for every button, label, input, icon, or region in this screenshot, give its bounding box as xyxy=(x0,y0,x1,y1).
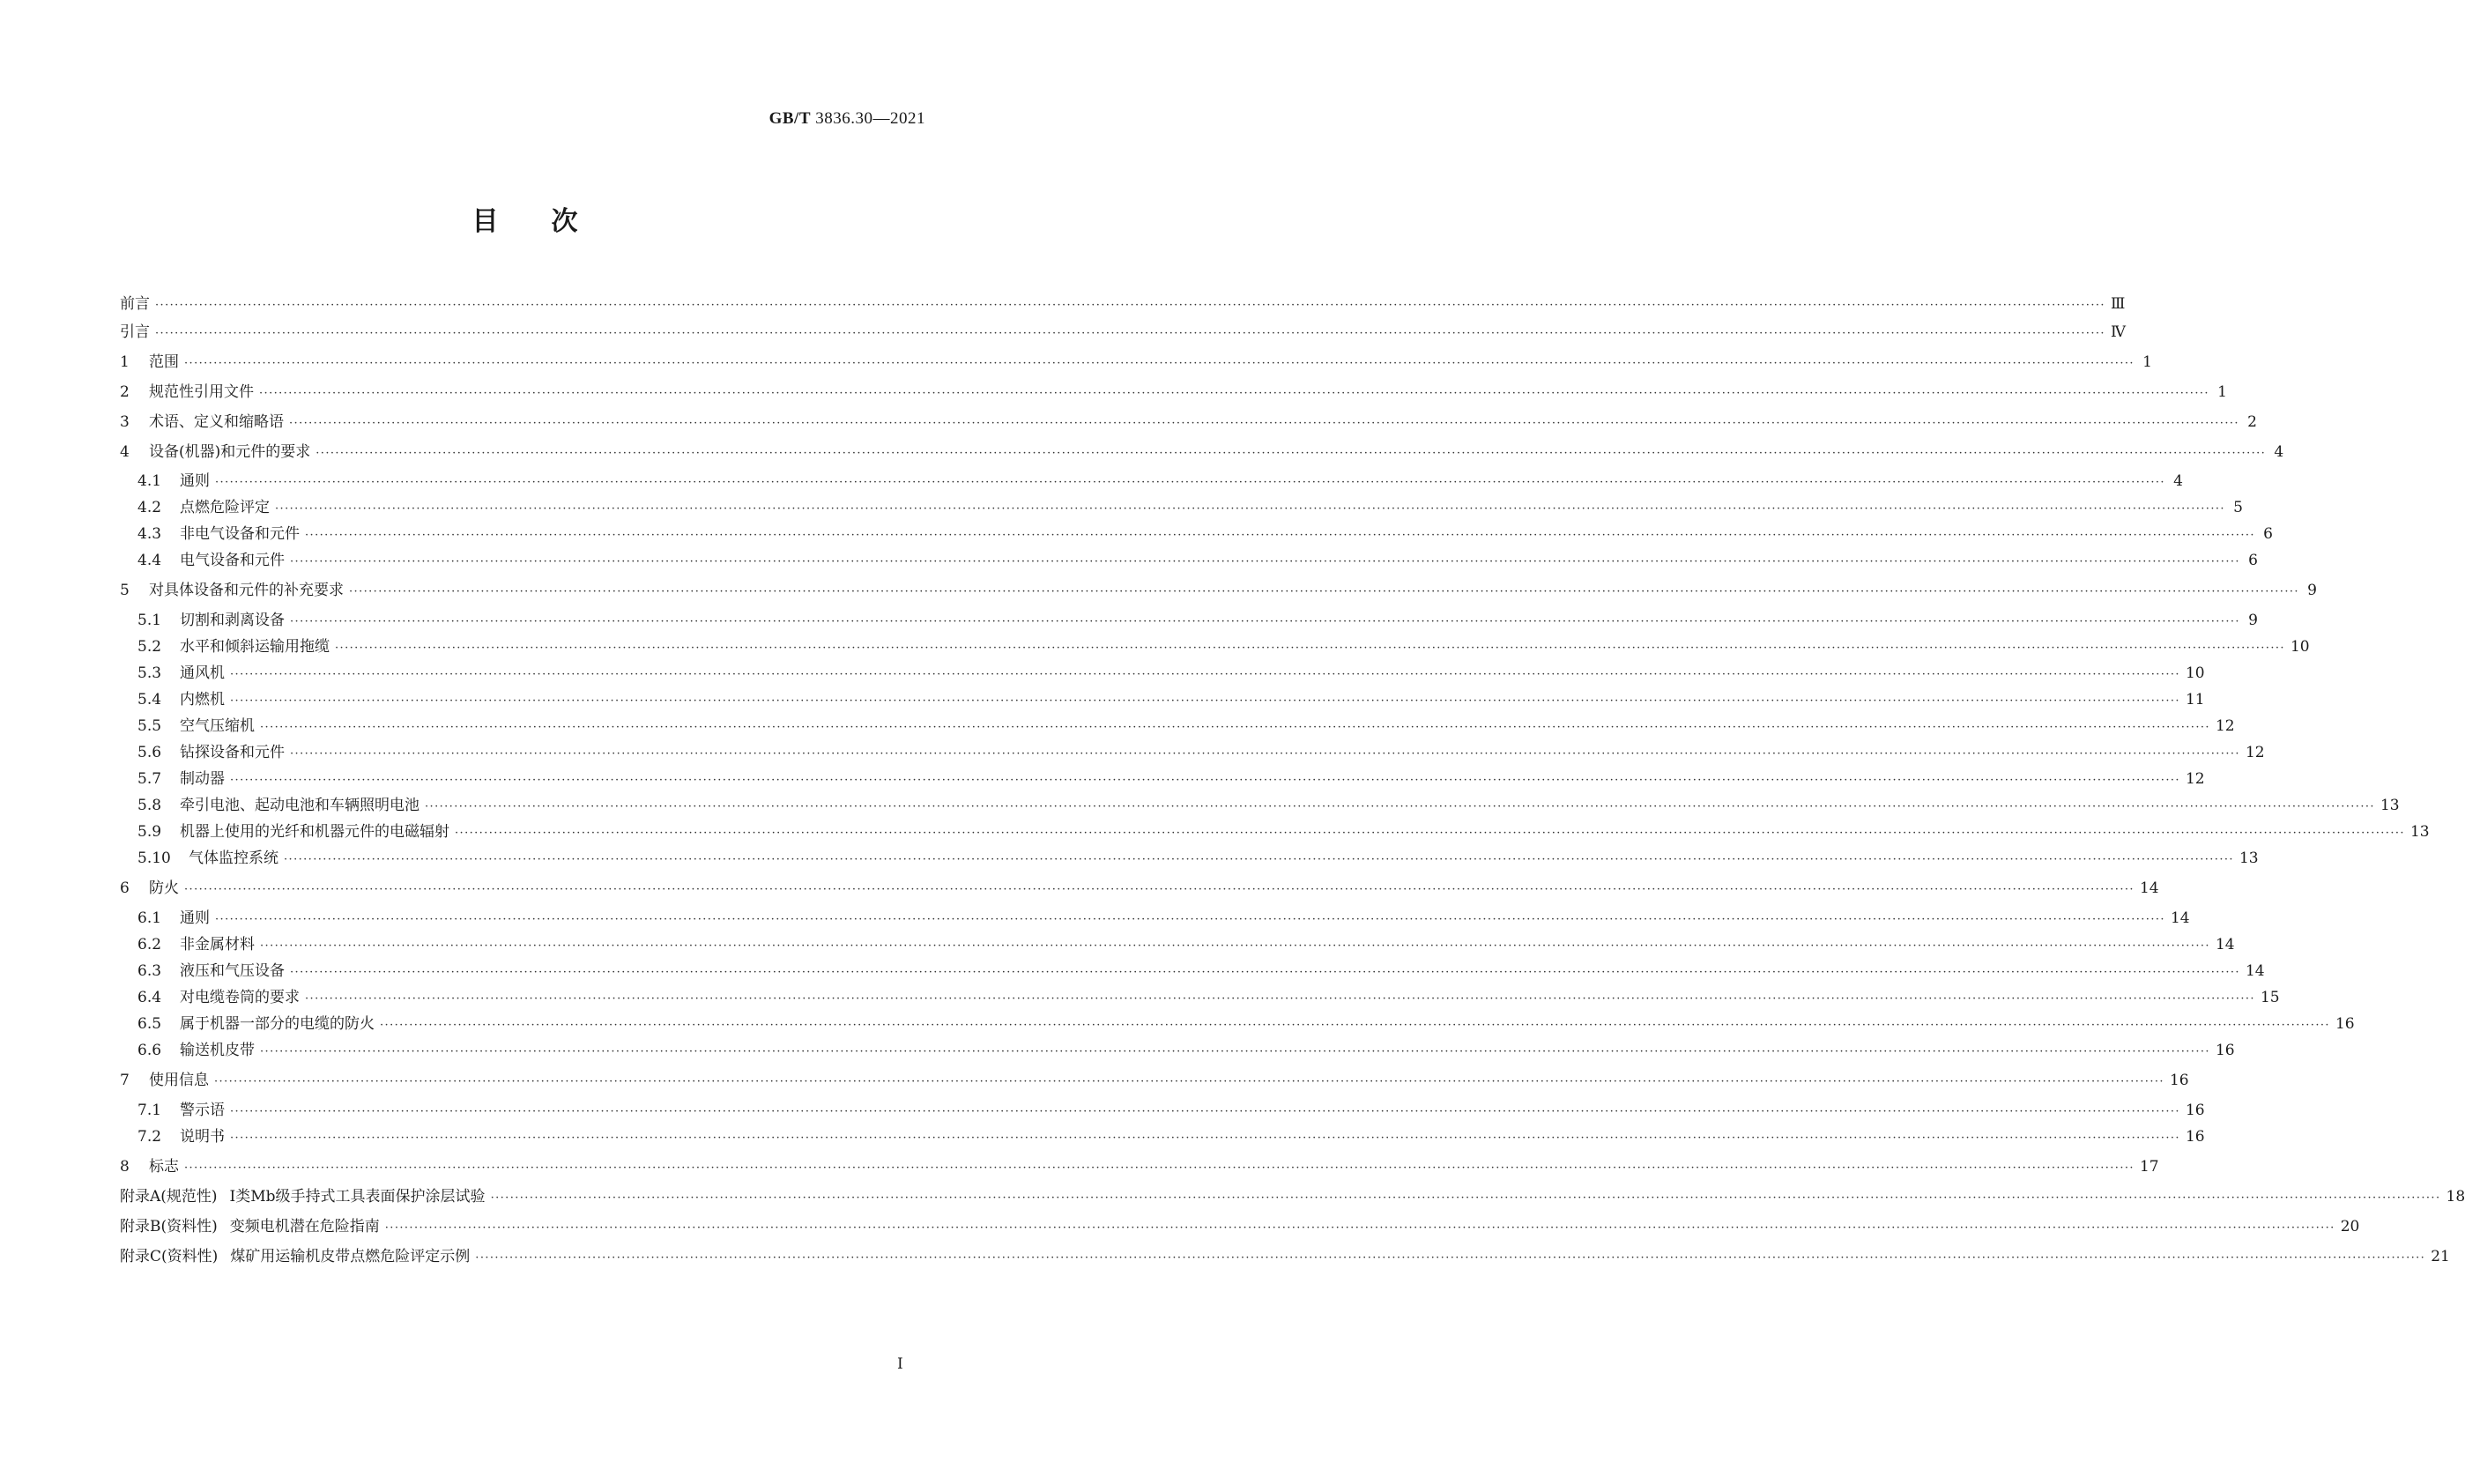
toc-entry-page: 9 xyxy=(2248,612,2258,629)
toc-entry-label: 点燃危险评定 xyxy=(180,499,270,516)
toc-entry[interactable] xyxy=(120,878,2159,899)
toc-leader-dots: ················································································································································································································································································································································································································ xyxy=(305,529,2255,542)
toc-entry-text xyxy=(120,663,225,684)
toc-entry-number: 4.3 xyxy=(137,525,162,543)
toc-entry-page: 12 xyxy=(2245,744,2265,761)
toc-entry-text xyxy=(120,795,419,816)
toc-leader-dots: ················································································································································································································································································································································································································ xyxy=(215,913,2165,926)
toc-entry-number: 5.4 xyxy=(137,691,162,709)
toc-entry-page: 13 xyxy=(2239,850,2259,867)
toc-entry-label: 引言 xyxy=(120,323,150,341)
toc-entry-number: 7 xyxy=(120,1072,130,1089)
toc-leader-dots: ················································································································································································································································································································································································································ xyxy=(335,642,2285,655)
toc-leader-dots: ················································································································································································································································································································································································································ xyxy=(230,1132,2180,1145)
toc-leader-dots: ················································································································································································································································································································································································································ xyxy=(230,694,2180,708)
toc-entry-text xyxy=(120,322,150,343)
toc-entry-page: 16 xyxy=(2335,1015,2355,1033)
toc-entry-number: 5.10 xyxy=(137,850,171,867)
toc-entry-number: 6.5 xyxy=(137,1015,162,1033)
toc-entry-label: 非金属材料 xyxy=(180,936,255,953)
toc-entry-page: 14 xyxy=(2170,909,2190,927)
toc-entry[interactable] xyxy=(120,523,2273,545)
toc-entry-label: 非电气设备和元件 xyxy=(180,525,300,543)
toc-entry-page: 18 xyxy=(2446,1188,2465,1206)
toc-entry[interactable] xyxy=(120,497,2243,518)
toc-entry[interactable] xyxy=(120,908,2190,929)
toc-entry-page: 1 xyxy=(2217,383,2227,401)
toc-entry-number: 6 xyxy=(120,879,130,897)
toc-entry-number: 附录B(资料性) xyxy=(120,1218,218,1235)
toc-entry-page: 6 xyxy=(2263,525,2273,543)
toc-entry-label: 通则 xyxy=(180,472,210,490)
toc-entry-text xyxy=(120,550,285,571)
toc-entry[interactable] xyxy=(120,580,2317,601)
toc-entry-number: 4.4 xyxy=(137,552,162,569)
toc-entry-page: 15 xyxy=(2260,989,2280,1006)
toc-entry-text xyxy=(120,821,449,842)
toc-entry-number: 6.3 xyxy=(137,962,162,980)
toc-leader-dots: ················································································································································································································································································································································································································ xyxy=(475,1251,2426,1265)
toc-entry-label: 防火 xyxy=(149,879,179,897)
toc-entry-page: 6 xyxy=(2248,552,2258,569)
toc-entry-number: 3 xyxy=(120,413,130,431)
toc-entry[interactable] xyxy=(120,663,2205,684)
toc-entry-number: 附录A(规范性) xyxy=(120,1188,218,1206)
toc-entry-label: 水平和倾斜运输用拖缆 xyxy=(180,638,330,656)
toc-entry-label: 输送机皮带 xyxy=(180,1042,255,1059)
toc-entry-number: 5.7 xyxy=(137,770,162,788)
toc-leader-dots: ················································································································································································································································································································································································································ xyxy=(284,853,2234,866)
toc-entry-number: 5.9 xyxy=(137,823,162,841)
toc-entry-number: 4.1 xyxy=(137,472,162,490)
toc-entry-label: 使用信息 xyxy=(149,1072,209,1089)
toc-entry[interactable] xyxy=(120,1100,2205,1121)
toc-entry-text xyxy=(120,908,210,929)
toc-entry-text xyxy=(120,987,300,1008)
toc-entry-page: 13 xyxy=(2409,823,2430,841)
toc-entry-page: 12 xyxy=(2215,717,2235,735)
toc-leader-dots: ················································································································································································································································································································································································································ xyxy=(230,774,2180,787)
toc-leader-dots: ················································································································································································································································································································································································································ xyxy=(425,800,2375,813)
toc-entry-label: 属于机器一部分的电缆的防火 xyxy=(180,1015,375,1033)
toc-leader-dots: ················································································································································································································································································································································································································ xyxy=(155,327,2105,340)
toc-leader-dots: ················································································································································································································································································································································································································ xyxy=(260,1045,2210,1058)
toc-entry-label: 空气压缩机 xyxy=(180,717,255,735)
toc-entry-label: 制动器 xyxy=(180,770,225,788)
toc-entry[interactable] xyxy=(120,1013,2355,1035)
toc-entry-number: 7.2 xyxy=(137,1128,162,1146)
toc-leader-dots: ················································································································································································································································································································································································································ xyxy=(184,883,2135,896)
toc-entry[interactable] xyxy=(120,1156,2159,1177)
toc-leader-dots: ················································································································································································································································································································································································································ xyxy=(290,615,2240,628)
toc-entry[interactable] xyxy=(120,550,2258,571)
toc-entry[interactable] xyxy=(120,961,2265,982)
toc-entry-text xyxy=(120,1186,486,1207)
toc-entry-page: 14 xyxy=(2139,879,2159,897)
toc-entry[interactable] xyxy=(120,610,2258,631)
toc-entry-label: 标志 xyxy=(149,1158,179,1176)
toc-entry[interactable] xyxy=(120,689,2205,710)
toc-leader-dots: ················································································································································································································································································································································································································ xyxy=(349,585,2299,598)
toc-entry-number: 6.1 xyxy=(137,909,162,927)
toc-entry-text xyxy=(120,471,210,492)
toc-entry[interactable] xyxy=(120,742,2265,763)
toc-leader-dots: ················································································································································································································································································································································································································ xyxy=(275,502,2225,516)
toc-leader-dots: ················································································································································································································································································································································································································ xyxy=(215,476,2165,489)
toc-entry-text xyxy=(120,1126,225,1147)
toc-entry-page: 21 xyxy=(2431,1248,2450,1265)
toc-entry-label: 牵引电池、起动电池和车辆照明电池 xyxy=(180,797,419,814)
toc-entry-text xyxy=(120,497,270,518)
toc-entry-label: Ⅰ类Mb级手持式工具表面保护涂层试验 xyxy=(229,1188,486,1206)
toc-entry-page: 16 xyxy=(2169,1072,2189,1089)
toc-entry-label: 钻探设备和元件 xyxy=(180,744,285,761)
toc-entry-number: 8 xyxy=(120,1158,130,1176)
toc-entry-text xyxy=(120,934,255,955)
toc-entry-text xyxy=(120,523,300,545)
toc-entry[interactable] xyxy=(120,1040,2235,1061)
toc-entry[interactable] xyxy=(120,293,2126,315)
toc-entry-label: 说明书 xyxy=(180,1128,225,1146)
toc-entry-label: 液压和气压设备 xyxy=(180,962,285,980)
toc-entry-text xyxy=(120,768,225,790)
toc-entry[interactable] xyxy=(120,471,2183,492)
toc-entry-text xyxy=(120,1040,255,1061)
toc-entry-page: Ⅳ xyxy=(2110,323,2126,341)
toc-entry-label: 变频电机潜在危险指南 xyxy=(229,1218,380,1235)
toc-leader-dots: ················································································································································································································································································································································································································ xyxy=(290,966,2240,979)
toc-leader-dots: ················································································································································································································································································································································································································ xyxy=(380,1019,2330,1032)
toc-entry-page: 16 xyxy=(2215,1042,2235,1059)
toc-entry-label: 警示语 xyxy=(180,1102,225,1119)
toc-entry-label: 术语、定义和缩略语 xyxy=(149,413,284,431)
toc-entry-page: 14 xyxy=(2215,936,2235,953)
toc-entry-text xyxy=(120,382,254,403)
toc-entry-number: 5.3 xyxy=(137,664,162,682)
toc-entry-label: 内燃机 xyxy=(180,691,225,709)
toc-entry-page: 4 xyxy=(2173,472,2183,490)
toc-entry[interactable] xyxy=(120,1246,2450,1267)
toc-entry-page: 9 xyxy=(2307,582,2317,599)
toc-leader-dots: ················································································································································································································································································································································································································ xyxy=(230,668,2180,681)
toc-entry-text xyxy=(120,1216,380,1237)
toc-entry-page: 13 xyxy=(2380,797,2400,814)
page-title: 目次 xyxy=(471,206,631,237)
toc-entry-number: 5.5 xyxy=(137,717,162,735)
toc-entry-label: 通风机 xyxy=(180,664,225,682)
toc-entry[interactable] xyxy=(120,795,2400,816)
toc-leader-dots: ················································································································································································································································································································································································································ xyxy=(184,1161,2135,1175)
toc-entry-text xyxy=(120,848,278,869)
toc-entry-label: 规范性引用文件 xyxy=(149,383,254,401)
toc-entry[interactable] xyxy=(120,322,2126,343)
toc-entry-page: 10 xyxy=(2290,638,2310,656)
toc-entry-page: 11 xyxy=(2185,691,2205,709)
toc-entry-number: 5.6 xyxy=(137,744,162,761)
toc-entry-text xyxy=(120,1013,375,1035)
toc-entry[interactable] xyxy=(120,412,2257,433)
toc-entry-text xyxy=(120,742,285,763)
toc-entry-number: 7.1 xyxy=(137,1102,162,1119)
toc-entry-number: 2 xyxy=(120,383,130,401)
toc-entry-label: 前言 xyxy=(120,295,150,313)
toc-entry-text xyxy=(120,636,330,657)
toc-entry[interactable] xyxy=(120,821,2430,842)
toc-entry-label: 设备(机器)和元件的要求 xyxy=(149,443,311,461)
toc-entry-text xyxy=(120,610,285,631)
toc-entry[interactable] xyxy=(120,768,2205,790)
toc-entry[interactable] xyxy=(120,1070,2189,1091)
toc-entry-label: 范围 xyxy=(149,353,179,371)
toc-entry[interactable] xyxy=(120,1186,2465,1207)
toc-entry-text xyxy=(120,352,179,373)
toc-entry-text xyxy=(120,580,344,601)
toc-leader-dots: ················································································································································································································································································································································································································ xyxy=(305,992,2255,1005)
toc-leader-dots: ················································································································································································································································································································································································································ xyxy=(155,299,2105,312)
toc-entry-label: 对具体设备和元件的补充要求 xyxy=(149,582,344,599)
toc-entry-label: 切割和剥离设备 xyxy=(180,612,285,629)
toc-entry[interactable] xyxy=(120,1126,2205,1147)
toc-leader-dots: ················································································································································································································································································································································································································ xyxy=(455,827,2405,840)
toc-entry-text xyxy=(120,1070,209,1091)
toc-entry-text xyxy=(120,412,284,433)
toc-leader-dots: ················································································································································································································································································································································································································ xyxy=(316,447,2267,460)
toc-entry-text xyxy=(120,293,150,315)
toc-entry-number: 6.2 xyxy=(137,936,162,953)
toc-entry-text xyxy=(120,689,225,710)
toc-entry-page: 16 xyxy=(2185,1102,2205,1119)
toc-entry-number: 5 xyxy=(120,582,130,599)
toc-entry-page: 10 xyxy=(2185,664,2205,682)
standard-prefix: GB/T xyxy=(768,109,811,128)
toc-entry-text xyxy=(120,961,285,982)
toc-entry-number: 5.1 xyxy=(137,612,162,629)
toc-entry[interactable] xyxy=(120,441,2284,463)
toc-leader-dots: ················································································································································································································································································································································································································ xyxy=(259,387,2209,400)
toc-leader-dots: ················································································································································································································································································································································································································ xyxy=(260,939,2210,953)
toc-entry-text xyxy=(120,1156,179,1177)
toc-entry-label: 通则 xyxy=(180,909,210,927)
toc-leader-dots: ················································································································································································································································································································································································································ xyxy=(260,721,2210,734)
toc-entry-page: 20 xyxy=(2340,1218,2360,1235)
toc-leader-dots: ················································································································································································································································································································································································································ xyxy=(290,747,2240,761)
toc-entry-page: 5 xyxy=(2233,499,2243,516)
toc-entry-text xyxy=(120,1100,225,1121)
toc-leader-dots: ················································································································································································································································································································································································································ xyxy=(290,555,2240,568)
toc-entry[interactable] xyxy=(120,716,2235,737)
toc-entry[interactable] xyxy=(120,352,2152,373)
toc-entry-number: 6.4 xyxy=(137,989,162,1006)
toc-leader-dots: ················································································································································································································································································································································································································ xyxy=(289,417,2239,430)
toc-leader-dots: ················································································································································································································································································································································································································ xyxy=(184,357,2135,370)
standard-number xyxy=(769,109,925,129)
toc-entry-text xyxy=(120,1246,470,1267)
toc-entry-number: 6.6 xyxy=(137,1042,162,1059)
toc-entry-number: 1 xyxy=(120,353,130,371)
toc-entry-label: 煤矿用运输机皮带点燃危险评定示例 xyxy=(230,1248,471,1265)
toc-entry-page: 4 xyxy=(2274,443,2284,461)
toc-leader-dots: ················································································································································································································································································································································································································ xyxy=(230,1105,2180,1118)
toc-entry[interactable] xyxy=(120,1216,2360,1237)
toc-entry-number: 4 xyxy=(120,443,130,461)
toc-leader-dots: ················································································································································································································································································································································································································ xyxy=(214,1075,2164,1088)
toc-entry-number: 4.2 xyxy=(137,499,162,516)
toc-entry-number: 附录C(资料性) xyxy=(120,1248,219,1265)
toc-entry-page: Ⅲ xyxy=(2110,295,2126,313)
toc-leader-dots: ················································································································································································································································································································································································································ xyxy=(384,1221,2335,1235)
toc-entry[interactable] xyxy=(120,382,2227,403)
toc-entry[interactable] xyxy=(120,848,2259,869)
toc-entry-page: 17 xyxy=(2139,1158,2159,1176)
toc-entry-label: 气体监控系统 xyxy=(189,850,278,867)
footer-page-number: Ⅰ xyxy=(897,1355,903,1373)
standard-code: 3836.30—2021 xyxy=(815,109,925,128)
toc-entry-page: 14 xyxy=(2245,962,2265,980)
toc-entry-text xyxy=(120,878,179,899)
toc-entry-label: 对电缆卷筒的要求 xyxy=(180,989,300,1006)
toc-entry-text xyxy=(120,441,310,463)
toc-entry-text xyxy=(120,716,255,737)
toc-entry[interactable] xyxy=(120,636,2310,657)
toc-entry-page: 12 xyxy=(2185,770,2205,788)
toc-entry-page: 2 xyxy=(2247,413,2257,431)
toc-entry-label: 机器上使用的光纤和机器元件的电磁辐射 xyxy=(180,823,449,841)
toc-entry[interactable] xyxy=(120,934,2235,955)
toc-entry-page: 16 xyxy=(2185,1128,2205,1146)
toc-entry-label: 电气设备和元件 xyxy=(180,552,285,569)
toc-entry-number: 5.8 xyxy=(137,797,162,814)
toc-leader-dots: ················································································································································································································································································································································································································ xyxy=(490,1191,2441,1205)
toc-entry[interactable] xyxy=(120,987,2280,1008)
toc-entry-page: 1 xyxy=(2142,353,2152,371)
toc-entry-number: 5.2 xyxy=(137,638,162,656)
